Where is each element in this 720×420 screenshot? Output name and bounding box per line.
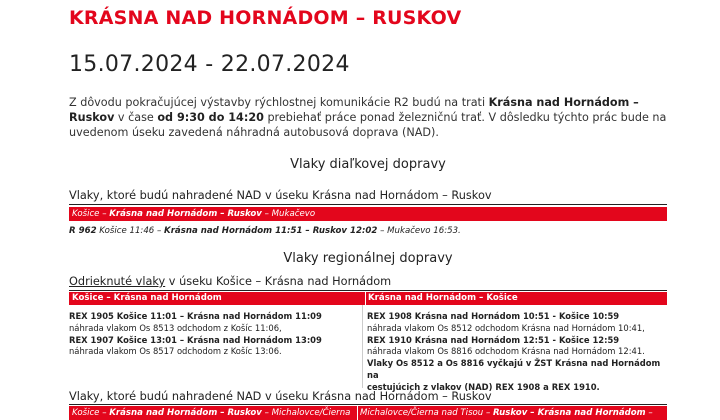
train-note: náhrada vlakom Os 8513 odchodom z Košíc 11:06, [69,322,282,333]
long-distance-subheading: Vlaky, ktoré budú nahradené NAD v úseku Krásna nad Hornádom – Ruskov [69,189,492,202]
section-heading-long-distance: Vlaky diaľkovej dopravy [290,157,446,172]
intro-route: Krásna nad Hornádom – Ruskov [69,96,639,124]
train-row: REX 1905 Košice 11:01 – Krásna nad Hornádom 11:09 [69,311,322,321]
connection-note: Vlaky Os 8512 a Os 8816 vyčkajú v ŽST Krásna nad Hornádom na [367,358,661,380]
page-title: KRÁSNA NAD HORNÁDOM – RUSKOV [69,7,462,29]
regional-table-header [69,292,667,305]
intro-text: Z dôvodu pokračujúcej výstavby rýchlostnej komunikácie R2 budú na trati [69,96,489,109]
train-note: náhrada vlakom Os 8512 odchodom Krásna nad Hornádom 10:41, [367,322,645,333]
train-section: Krásna nad Hornádom 11:51 – Ruskov 12:02 [164,226,378,236]
section-heading-regional: Vlaky regionálnej dopravy [283,251,453,266]
left-column-header: Košice – Krásna nad Hornádom [72,293,222,303]
route-bar-text: – [645,408,653,418]
column-separator [357,406,358,420]
train-note: náhrada vlakom Os 8517 odchodom z Košíc 13:06. [69,346,282,357]
column-separator [365,292,366,305]
regional-route-bar [69,406,667,420]
train-r962 [69,226,461,236]
divider [69,204,667,205]
divider [69,404,667,405]
route-bar-text: – Michalovce/Čierna [261,408,351,418]
column-divider [362,305,363,388]
route-bar-text: Michalovce/Čierna nad Tisou – [360,408,494,418]
route-bar-section: Ruskov – Krásna nad Hornádom [493,408,646,418]
divider [69,290,667,291]
regional-nad-subheading: Vlaky, ktoré budú nahradené NAD v úseku Krásna nad Hornádom – Ruskov [69,390,492,403]
regional-subheading-text: v úseku Košice – Krásna nad Hornádom [165,275,392,288]
left-column-cells [69,311,359,358]
right-column-header: Krásna nad Hornádom – Košice [368,293,518,303]
route-bar [69,207,667,221]
regional-subheading [69,275,391,288]
train-row: REX 1907 Košice 13:01 – Krásna nad Hornádom 13:09 [69,334,322,345]
connection-note: cestujúcich z vlakov (NAD) REX 1908 a REX 1910. [367,381,600,392]
intro-text: v čase [114,111,158,124]
route-bar-section: Krásna nad Hornádom – Ruskov [109,408,262,418]
train-row: REX 1908 Krásna nad Hornádom 10:51 - Košice 10:59 [367,311,620,321]
route-bar-text: – Mukačevo [261,209,316,219]
train-number: R 962 [69,226,97,236]
right-column-cells [367,311,667,394]
route-bar-section: Krásna nad Hornádom – Ruskov [109,209,262,219]
date-range: 15.07.2024 - 22.07.2024 [69,52,350,77]
train-note: náhrada vlakom Os 8816 odchodom Krásna nad Hornádom 12:41. [367,346,645,357]
intro-text: prebiehať práce ponad železničnú trať. V dôsledku týchto prác bude na uvedenom úseku zavedená náhradná autobusová doprava (NAD). [69,111,667,139]
intro-paragraph [69,95,669,140]
right-route-bar [360,406,653,420]
route-bar-text: Košice – [72,209,110,219]
train-row: REX 1910 Krásna nad Hornádom 12:51 - Košice 12:59 [367,334,620,345]
cancelled-label: Odrieknuté vlaky [69,275,166,288]
route-bar-text: Košice – [72,408,110,418]
train-text: Košice 11:46 – [96,226,165,236]
left-route-bar [72,406,350,420]
intro-time: od 9:30 do 14:20 [157,111,264,124]
train-text: – Mukačevo 16:53. [377,226,461,236]
